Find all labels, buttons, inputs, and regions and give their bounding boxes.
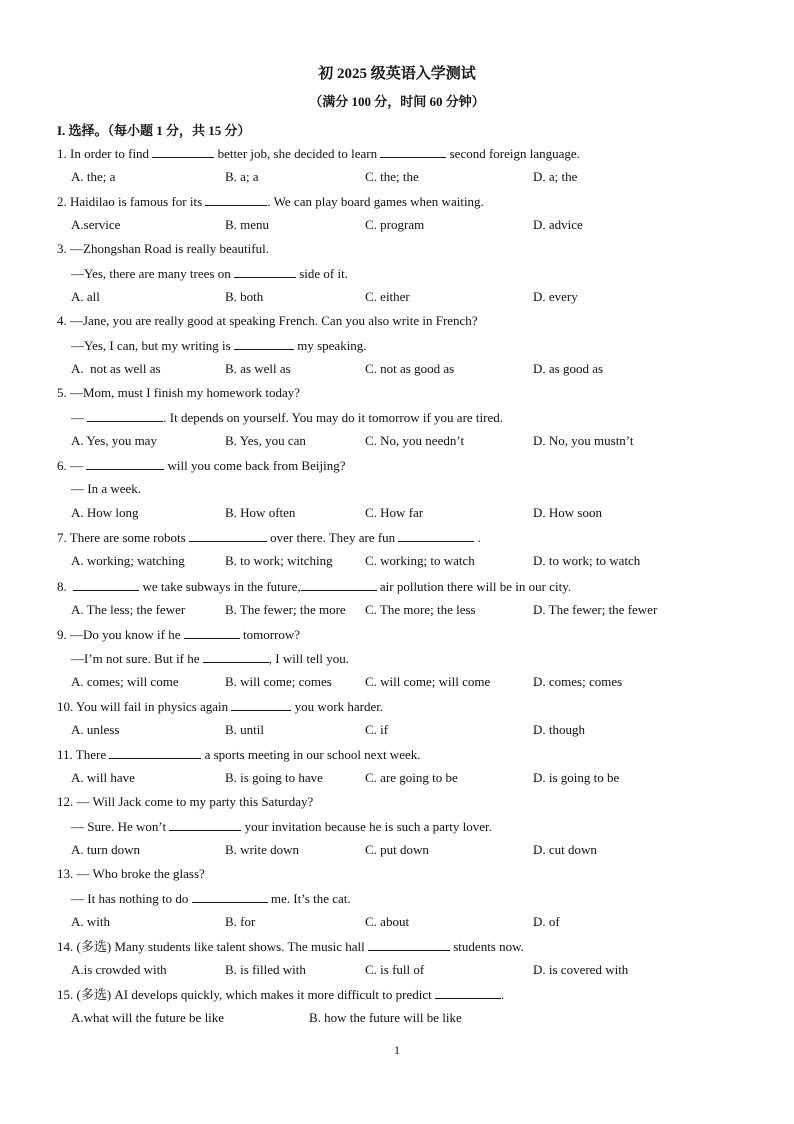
stem-text: 4. —Jane, you are really good at speaking French. Can you also write in French?: [57, 313, 478, 328]
page-title: 初 2025 级英语入学测试: [318, 66, 476, 82]
answer-option: C. about: [365, 914, 410, 929]
answer-option: D. No, you mustn’t: [533, 433, 634, 448]
answer-blank: [398, 529, 474, 542]
question-stem: [57, 529, 481, 546]
question-stem-reply: [71, 818, 492, 835]
stem-text: 15. (多选) AI develops quickly, which makes it more difficult to predict: [57, 987, 435, 1002]
answer-option: B. how the future will be like: [309, 1010, 462, 1025]
answer-option: C. How far: [365, 505, 424, 520]
answer-blank: [435, 986, 501, 999]
stem-text: — Sure. He won’t: [71, 819, 170, 834]
question-stem: [57, 794, 313, 810]
stem-text: 6. —: [57, 458, 87, 473]
answer-option: B. menu: [225, 217, 270, 232]
answer-option: C. is full of: [365, 962, 425, 977]
answer-option: D. a; the: [533, 169, 578, 184]
question-stem: [57, 313, 478, 329]
stem-text: air pollution there will be in our city.: [376, 579, 572, 594]
stem-text: 7. There are some robots: [57, 530, 189, 545]
answer-option: A. with: [71, 914, 110, 929]
answer-option: C. are going to be: [365, 770, 458, 785]
answer-option: C. the; the: [365, 169, 419, 184]
stem-text: , I will tell you.: [268, 651, 349, 666]
stem-text: me. It’s the cat.: [267, 891, 351, 906]
answer-blank: [87, 409, 163, 422]
stem-text: 9. —Do you know if he: [57, 627, 184, 642]
stem-text: 5. —Mom, must I finish my homework today?: [57, 385, 301, 400]
stem-text: 3. —Zhongshan Road is really beautiful.: [57, 241, 269, 256]
question-stem-reply: [71, 481, 141, 497]
answer-blank: [231, 698, 291, 711]
answer-option: B. for: [225, 914, 256, 929]
answer-option: D. cut down: [533, 842, 597, 857]
answer-option: A. How long: [71, 505, 139, 520]
stem-text: students now.: [450, 939, 524, 954]
question-stem: [57, 986, 504, 1003]
stem-text: 14. (多选) Many students like talent shows. The music hall: [57, 939, 368, 954]
stem-text: tomorrow?: [239, 627, 301, 642]
answer-option: C. either: [365, 289, 410, 304]
answer-blank: [184, 626, 240, 639]
page-number: 1: [394, 1043, 400, 1057]
question-stem: [57, 578, 571, 595]
answer-option: C. not as good as: [365, 361, 455, 376]
answer-option: B. is going to have: [225, 770, 323, 785]
section-heading: I. 选择。（每小题 1 分，共 15 分）: [57, 123, 251, 138]
answer-option: A.what will the future be like: [71, 1010, 225, 1025]
stem-text: 13. — Who broke the glass?: [57, 866, 205, 881]
answer-option: B. write down: [225, 842, 300, 857]
stem-text: — It has nothing to do: [71, 891, 192, 906]
answer-blank: [169, 818, 241, 831]
answer-option: D. The fewer; the fewer: [533, 602, 658, 617]
answer-option: D. though: [533, 722, 585, 737]
answer-blank: [73, 578, 139, 591]
stem-text: 11. There: [57, 747, 110, 762]
answer-option: C. The more; the less: [365, 602, 476, 617]
question-stem: [57, 626, 300, 643]
answer-option: A. working; watching: [71, 553, 185, 568]
stem-text: —Yes, there are many trees on: [71, 266, 234, 281]
answer-option: D. comes; comes: [533, 674, 623, 689]
stem-text: .: [501, 987, 505, 1002]
answer-option: D. of: [533, 914, 560, 929]
stem-text: —Yes, I can, but my writing is: [71, 338, 234, 353]
stem-text: over there. They are fun: [266, 530, 399, 545]
answer-option: D. every: [533, 289, 578, 304]
answer-blank: [86, 457, 164, 470]
answer-option: D. is going to be: [533, 770, 620, 785]
stem-text: — In a week.: [71, 481, 142, 496]
answer-option: A. the; a: [71, 169, 116, 184]
answer-blank: [189, 529, 267, 542]
answer-option: C. will come; will come: [365, 674, 491, 689]
answer-option: B. a; a: [225, 169, 259, 184]
answer-option: C. if: [365, 722, 389, 737]
answer-blank: [234, 265, 296, 278]
answer-option: A. Yes, you may: [71, 433, 157, 448]
stem-text: your invitation because he is such a party lover.: [241, 819, 492, 834]
stem-text: we take subways in the future,: [139, 579, 301, 594]
answer-option: C. program: [365, 217, 425, 232]
stem-text: 8.: [57, 579, 74, 594]
answer-option: A. unless: [71, 722, 120, 737]
answer-option: B. The fewer; the more: [225, 602, 346, 617]
answer-blank: [234, 337, 294, 350]
question-stem: [57, 241, 269, 257]
question-stem: [57, 457, 345, 474]
answer-option: D. as good as: [533, 361, 604, 376]
question-stem: [57, 193, 484, 210]
question-stem: [57, 938, 524, 955]
answer-option: A.is crowded with: [71, 962, 167, 977]
answer-blank: [109, 746, 201, 759]
stem-text: will you come back from Beijing?: [164, 458, 346, 473]
answer-blank: [192, 890, 268, 903]
stem-text: my speaking.: [293, 338, 367, 353]
stem-text: 1. In order to find: [57, 146, 153, 161]
stem-text: —: [71, 410, 88, 425]
answer-option: B. is filled with: [225, 962, 306, 977]
stem-text: —I’m not sure. But if he: [71, 651, 203, 666]
answer-option: B. as well as: [225, 361, 291, 376]
answer-option: A.service: [71, 217, 121, 232]
answer-option: C. working; to watch: [365, 553, 475, 568]
answer-option: B. until: [225, 722, 265, 737]
answer-option: D. is covered with: [533, 962, 629, 977]
answer-option: D. to work; to watch: [533, 553, 641, 568]
question-stem: [57, 698, 383, 715]
answer-blank: [380, 145, 446, 158]
answer-blank: [368, 938, 450, 951]
answer-option: D. How soon: [533, 505, 602, 520]
page-subtitle: （满分 100 分，时间 60 分钟）: [309, 94, 485, 109]
question-stem: [57, 145, 580, 162]
answer-option: A. The less; the fewer: [71, 602, 186, 617]
answer-option: C. No, you needn’t: [365, 433, 465, 448]
stem-text: better job, she decided to learn: [214, 146, 381, 161]
answer-option: A. not as well as: [71, 361, 161, 376]
question-stem-reply: [71, 650, 349, 667]
stem-text: second foreign language.: [446, 146, 580, 161]
stem-text: a sports meeting in our school next week.: [201, 747, 421, 762]
question-stem: [57, 746, 421, 763]
answer-option: B. both: [225, 289, 264, 304]
answer-option: A. all: [71, 289, 100, 304]
answer-option: B. Yes, you can: [225, 433, 306, 448]
stem-text: 12. — Will Jack come to my party this Saturday?: [57, 794, 314, 809]
stem-text: you work harder.: [291, 699, 384, 714]
stem-text: . It depends on yourself. You may do it tomorrow if you are tired.: [163, 410, 504, 425]
answer-option: A. turn down: [71, 842, 140, 857]
question-stem-reply: [71, 337, 367, 354]
answer-blank: [152, 145, 214, 158]
answer-option: A. comes; will come: [71, 674, 179, 689]
answer-option: A. will have: [71, 770, 135, 785]
answer-blank: [205, 193, 267, 206]
stem-text: . We can play board games when waiting.: [267, 194, 484, 209]
answer-option: B. will come; comes: [225, 674, 332, 689]
answer-blank: [301, 578, 377, 591]
answer-option: B. How often: [225, 505, 296, 520]
answer-option: C. put down: [365, 842, 429, 857]
stem-text: side of it.: [295, 266, 348, 281]
question-stem-reply: [71, 265, 348, 282]
stem-text: .: [474, 530, 481, 545]
stem-text: 2. Haidilao is famous for its: [57, 194, 206, 209]
answer-blank: [203, 650, 269, 663]
answer-option: B. to work; witching: [225, 553, 333, 568]
question-stem: [57, 385, 300, 401]
question-stem: [57, 866, 205, 882]
question-stem-reply: [71, 409, 503, 426]
stem-text: 10. You will fail in physics again: [57, 699, 232, 714]
answer-option: D. advice: [533, 217, 583, 232]
question-stem-reply: [71, 890, 351, 907]
